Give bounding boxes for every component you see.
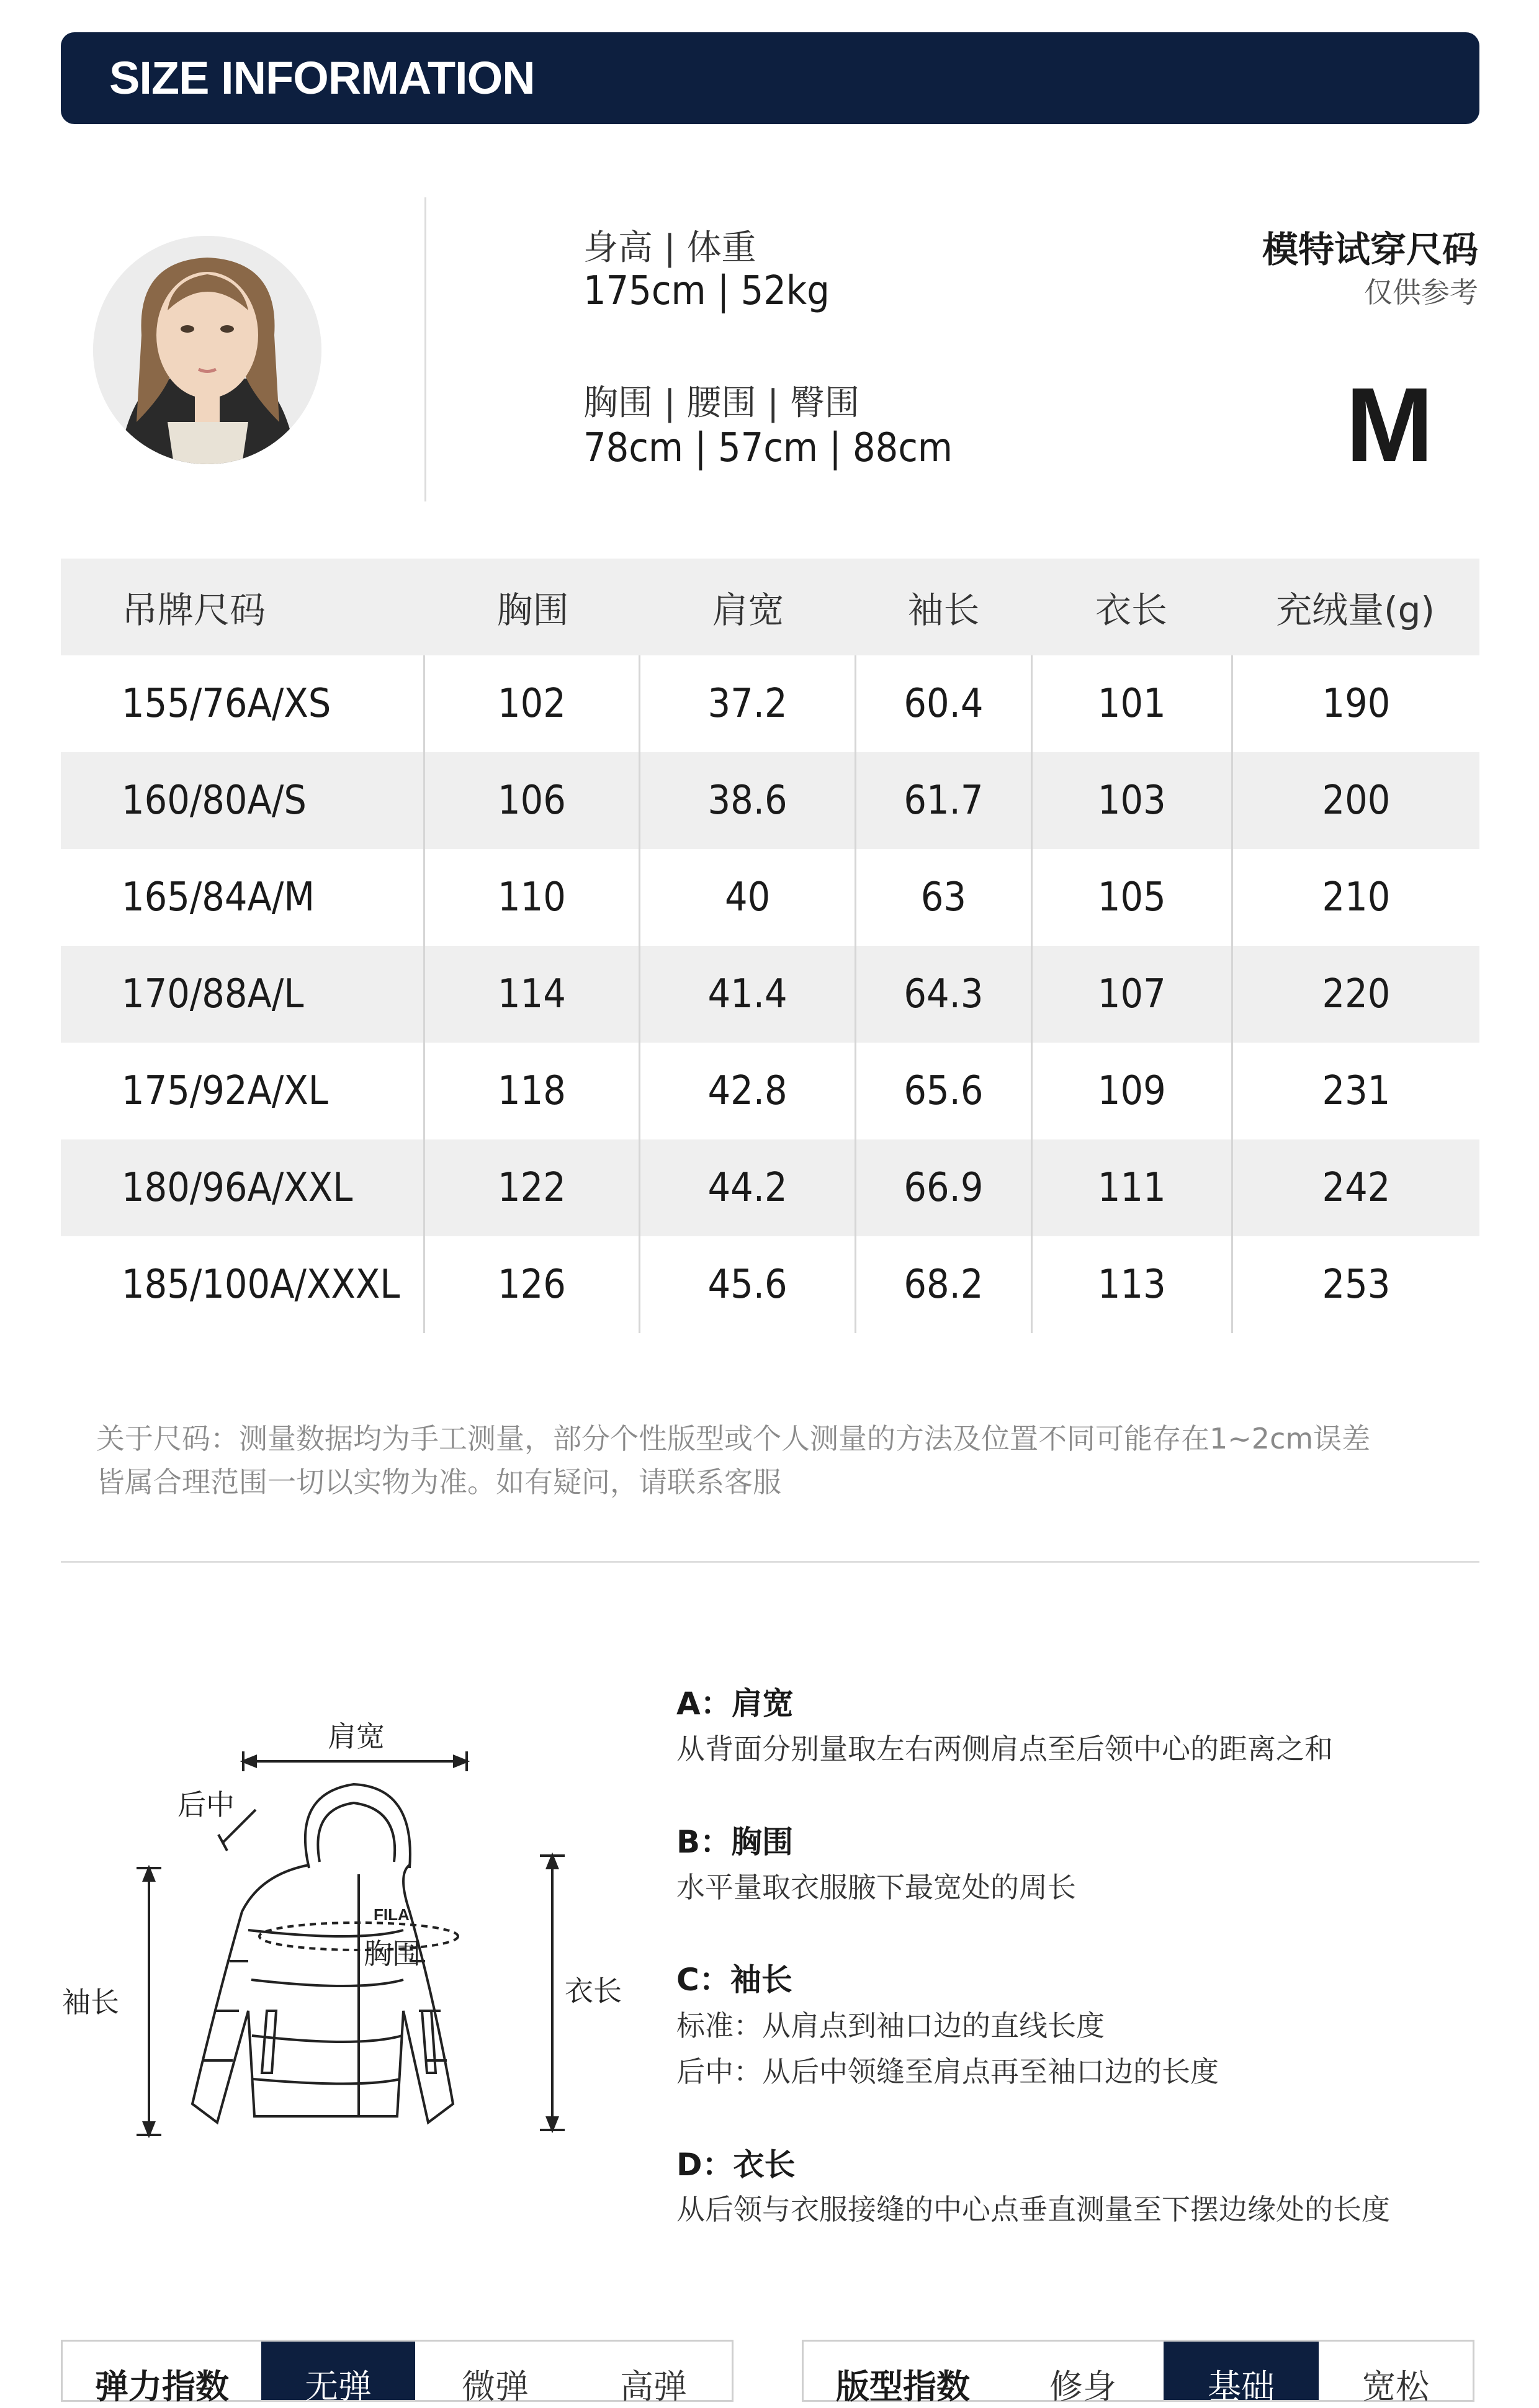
cell-length: 103	[1031, 752, 1231, 849]
definition-d-title: D：衣长	[676, 2147, 796, 2183]
cell-fill-weight: 253	[1231, 1236, 1479, 1333]
fit-index-label: 版型指数	[836, 2367, 970, 2406]
header-cell-fill-weight: 充绒量(g)	[1275, 589, 1435, 631]
measurements-value: 78cm | 57cm | 88cm	[583, 425, 953, 471]
table-header-row	[61, 559, 1479, 655]
elasticity-option-slight: 微弹	[462, 2367, 529, 2406]
cell-fill-weight: 231	[1231, 1043, 1479, 1139]
cell-shoulder: 42.8	[639, 1043, 855, 1139]
header-cell-shoulder: 肩宽	[712, 589, 784, 631]
cell-tag-size: 165/84A/M	[122, 874, 315, 920]
fit-size-value: M	[1345, 366, 1434, 484]
cell-sleeve: 68.2	[855, 1236, 1031, 1333]
size-table	[61, 559, 1479, 1333]
sleeve-length-label: 袖长	[62, 1985, 119, 2019]
cell-chest: 114	[423, 946, 639, 1043]
definition-c-title: C：袖长	[676, 1962, 792, 1998]
cell-chest: 122	[423, 1139, 639, 1236]
table-row	[61, 1139, 1479, 1236]
cell-shoulder: 37.2	[639, 655, 855, 752]
cell-fill-weight: 200	[1231, 752, 1479, 849]
fit-option-regular: 基础	[1164, 2342, 1319, 2400]
cell-sleeve: 65.6	[855, 1043, 1031, 1139]
model-avatar	[93, 236, 321, 464]
header-bar	[61, 32, 1479, 124]
table-row	[61, 752, 1479, 849]
elasticity-option-none: 无弹	[261, 2342, 415, 2400]
model-portrait-image	[93, 236, 321, 464]
cell-tag-size: 160/80A/S	[122, 778, 307, 824]
cell-fill-weight: 210	[1231, 849, 1479, 946]
table-row	[61, 1236, 1479, 1333]
cell-sleeve: 64.3	[855, 946, 1031, 1043]
cell-sleeve: 60.4	[855, 655, 1031, 752]
cell-shoulder: 45.6	[639, 1236, 855, 1333]
cell-length: 111	[1031, 1139, 1231, 1236]
elasticity-option-high: 高弹	[620, 2367, 687, 2406]
cell-length: 113	[1031, 1236, 1231, 1333]
cell-length: 109	[1031, 1043, 1231, 1139]
section-divider	[61, 1561, 1479, 1563]
fit-index	[802, 2340, 1474, 2406]
table-row	[61, 849, 1479, 946]
cell-length: 107	[1031, 946, 1231, 1043]
definition-c-text-back-center: 后中：从后中领缝至肩点再至袖口边的长度	[676, 2055, 1219, 2088]
jacket-diagram-icon	[62, 1688, 645, 2160]
size-note	[96, 1417, 1480, 1504]
model-divider	[424, 197, 426, 501]
cell-tag-size: 185/100A/XXXL	[122, 1262, 400, 1308]
cell-tag-size: 155/76A/XS	[122, 681, 331, 727]
cell-chest: 110	[423, 849, 639, 946]
table-row	[61, 655, 1479, 752]
cell-chest: 118	[423, 1043, 639, 1139]
definition-b-text: 水平量取衣服腋下最宽处的周长	[676, 1871, 1076, 1904]
chest-label: 胸围	[364, 1937, 421, 1970]
definition-b-title: B：胸围	[676, 1824, 794, 1860]
fit-option-slim: 修身	[1049, 2367, 1116, 2406]
size-note-line: 关于尺码：测量数据均为手工测量，部分个性版型或个人测量的方法及位置不同可能存在1~2cm误差	[96, 1422, 1371, 1455]
cell-tag-size: 175/92A/XL	[122, 1068, 328, 1114]
measurements-label: 胸围 | 腰围 | 臀围	[583, 383, 859, 423]
shoulder-width-label: 肩宽	[328, 1720, 385, 1753]
cell-shoulder: 38.6	[639, 752, 855, 849]
cell-sleeve: 66.9	[855, 1139, 1031, 1236]
elasticity-index-label: 弹力指数	[95, 2367, 229, 2406]
header-title: SIZE INFORMATION	[109, 52, 535, 104]
cell-chest: 126	[423, 1236, 639, 1333]
elasticity-index	[61, 2340, 734, 2406]
header-cell-tag-size: 吊牌尺码	[122, 589, 266, 631]
cell-shoulder: 41.4	[639, 946, 855, 1043]
fit-size-subtitle: 仅供参考	[1364, 276, 1478, 309]
definition-c-text-standard: 标准：从肩点到袖口边的直线长度	[676, 2009, 1105, 2042]
height-weight-label: 身高 | 体重	[583, 228, 756, 268]
cell-shoulder: 40	[639, 849, 855, 946]
fila-logo: FILA	[374, 1905, 410, 1924]
definition-a-text: 从背面分别量取左右两侧肩点至后领中心的距离之和	[676, 1732, 1333, 1766]
back-center-label: 后中	[177, 1788, 235, 1822]
cell-chest: 102	[423, 655, 639, 752]
cell-fill-weight: 190	[1231, 655, 1479, 752]
cell-length: 101	[1031, 655, 1231, 752]
cell-tag-size: 180/96A/XXL	[122, 1165, 353, 1211]
header-cell-sleeve: 袖长	[907, 589, 980, 631]
header-cell-length: 衣长	[1095, 589, 1167, 631]
cell-shoulder: 44.2	[639, 1139, 855, 1236]
cell-chest: 106	[423, 752, 639, 849]
definition-d-text: 从后领与衣服接缝的中心点垂直测量至下摆边缘处的长度	[676, 2193, 1390, 2226]
definition-a-title: A：肩宽	[676, 1686, 794, 1722]
cell-fill-weight: 220	[1231, 946, 1479, 1043]
garment-length-label: 衣长	[565, 1974, 622, 2008]
cell-tag-size: 170/88A/L	[122, 971, 304, 1017]
cell-sleeve: 63	[855, 849, 1031, 946]
header-cell-chest: 胸围	[496, 589, 569, 631]
fit-option-loose: 宽松	[1362, 2367, 1429, 2406]
table-row	[61, 1043, 1479, 1139]
height-weight-value: 175cm | 52kg	[583, 268, 830, 314]
table-row	[61, 946, 1479, 1043]
cell-length: 105	[1031, 849, 1231, 946]
cell-fill-weight: 242	[1231, 1139, 1479, 1236]
measurement-diagram	[62, 1688, 645, 2160]
fit-size-title: 模特试穿尺码	[1262, 228, 1478, 271]
cell-sleeve: 61.7	[855, 752, 1031, 849]
size-note-line: 皆属合理范围一切以实物为准。如有疑问，请联系客服	[96, 1465, 781, 1499]
